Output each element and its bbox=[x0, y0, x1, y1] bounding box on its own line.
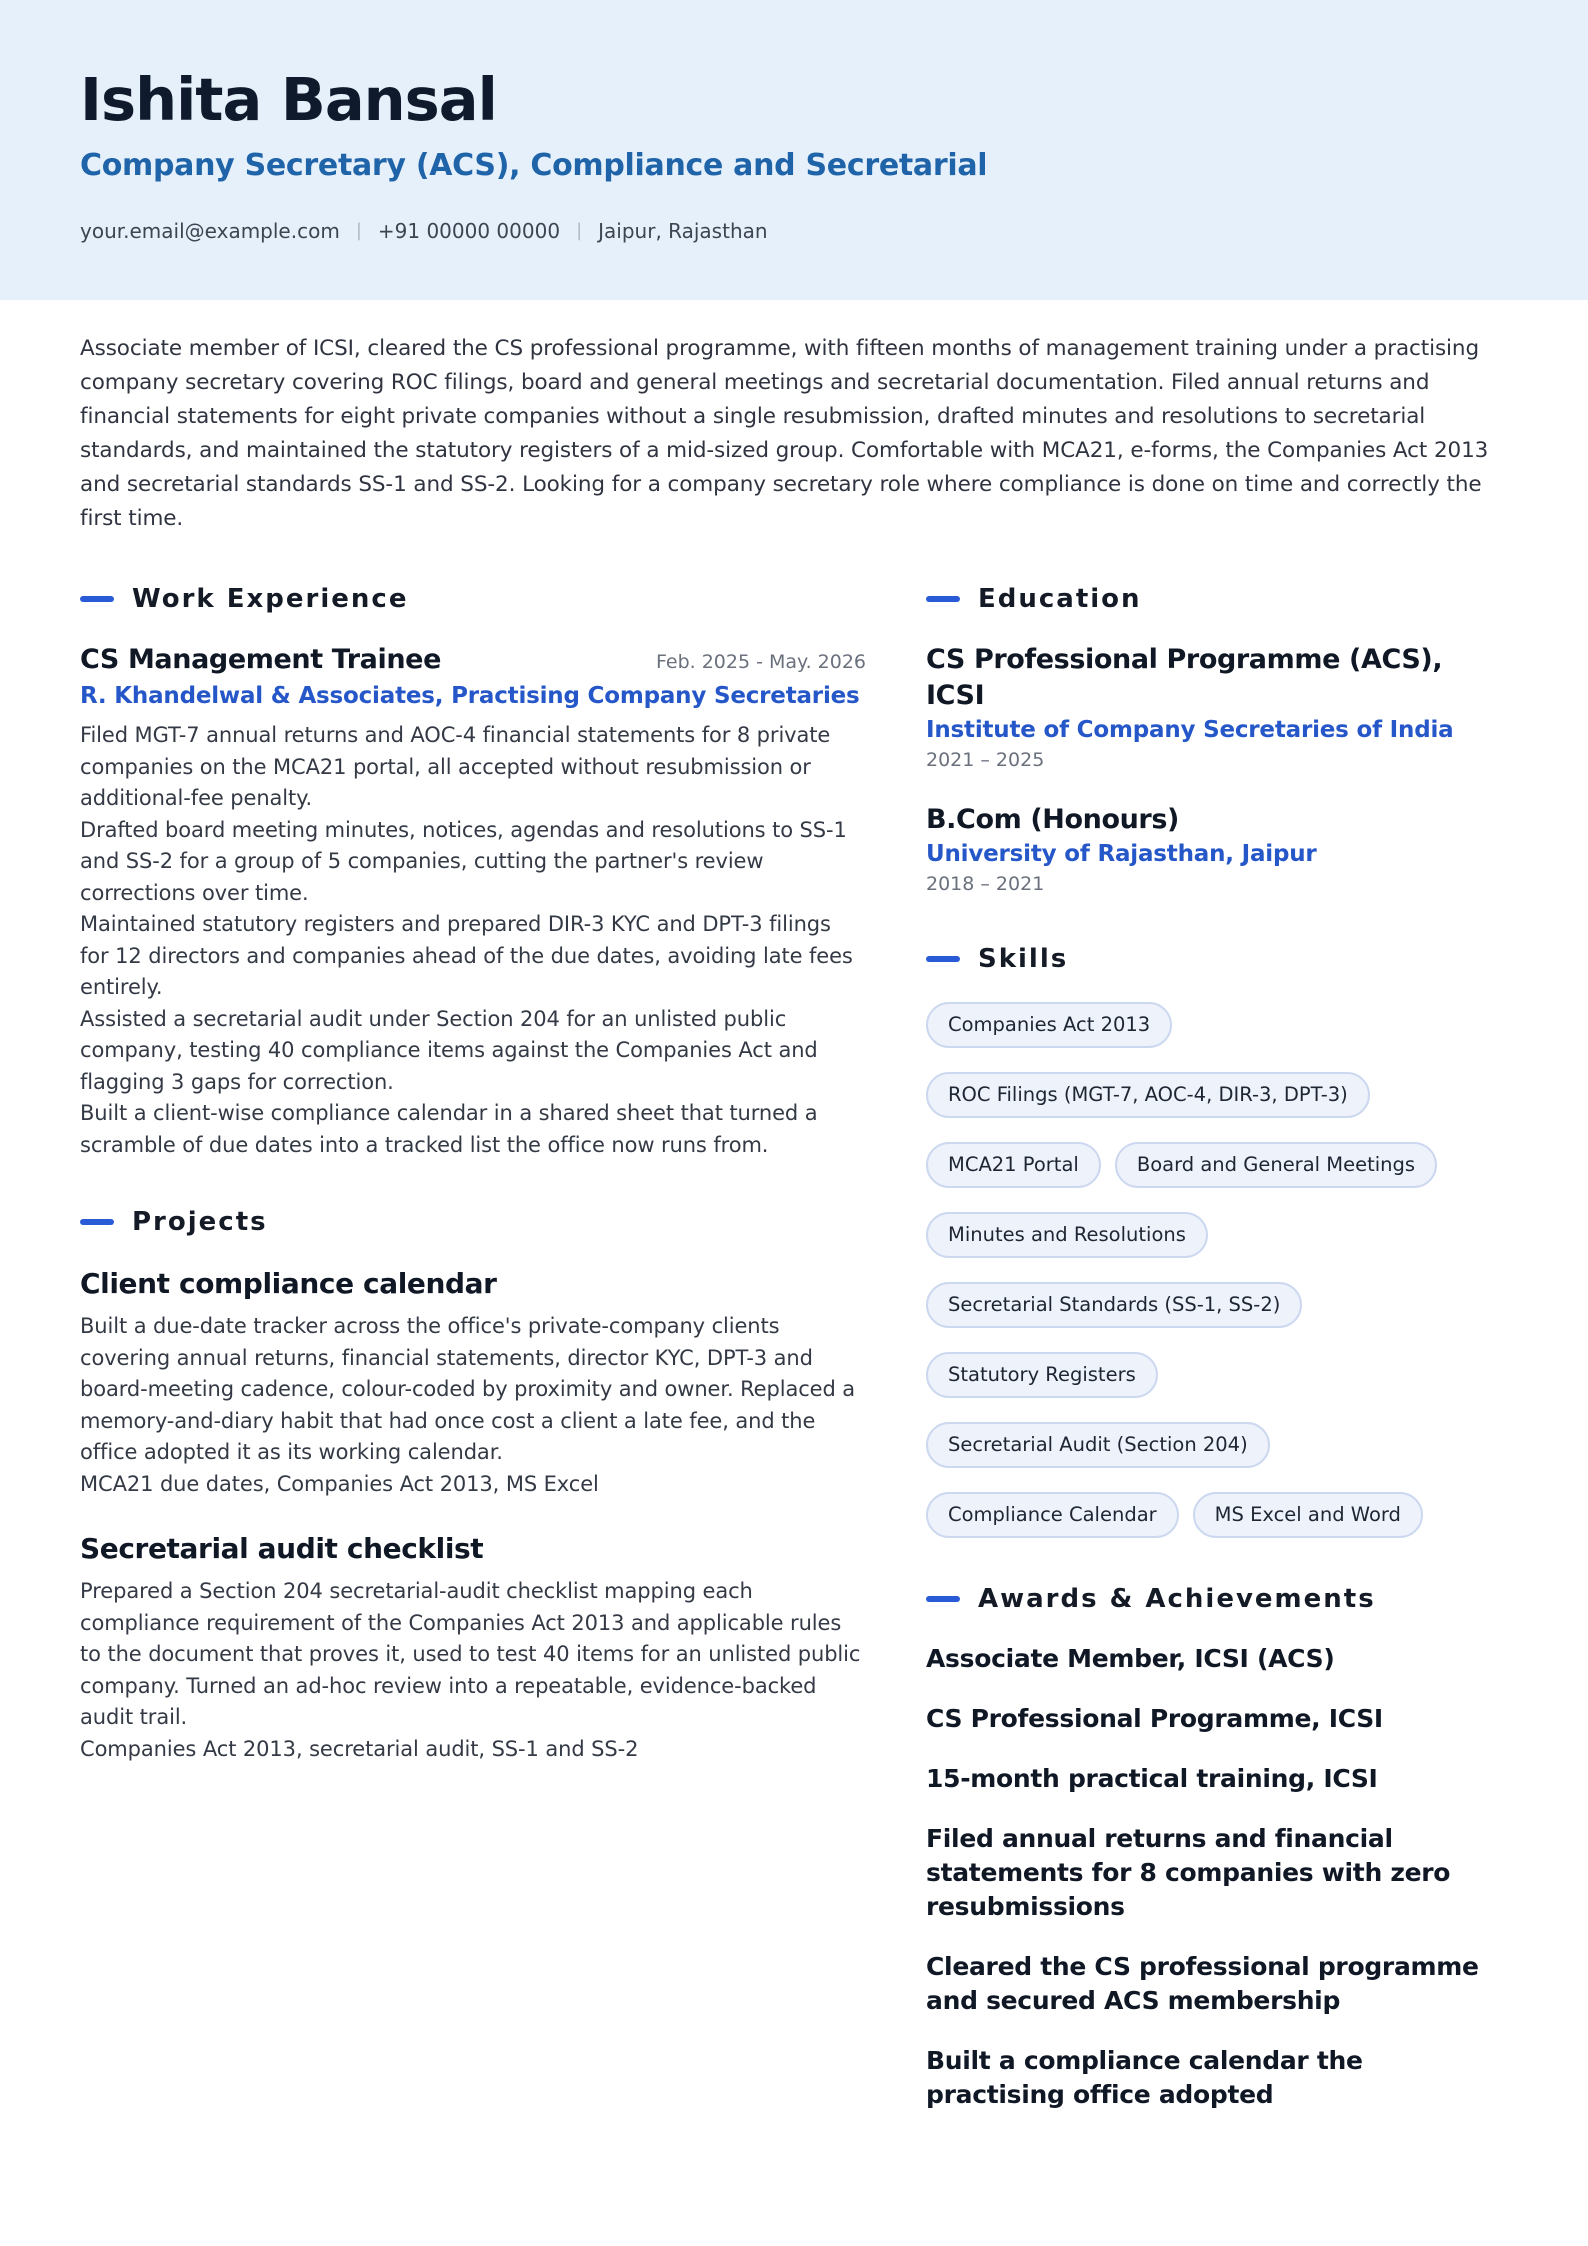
education-years: 2018 – 2021 bbox=[926, 873, 1045, 895]
section-accent-bar bbox=[80, 1219, 114, 1225]
skill-chip: Minutes and Resolutions bbox=[926, 1212, 1208, 1258]
job-bullet: Built a client-wise compliance calendar in a shared sheet that turned a scramble of due dates into a tracked list the office now runs from. bbox=[80, 1101, 818, 1157]
resume-columns bbox=[0, 582, 1588, 2138]
section-accent-bar bbox=[926, 956, 960, 962]
contact-separator: | bbox=[576, 220, 583, 241]
skill-chip: ROC Filings (MGT-7, AOC-4, DIR-3, DPT-3) bbox=[926, 1072, 1370, 1118]
contact-email[interactable]: your.email@example.com bbox=[80, 219, 340, 243]
section-accent-bar bbox=[926, 1596, 960, 1602]
left-column bbox=[80, 582, 866, 2138]
project-tags: MCA21 due dates, Companies Act 2013, MS Excel bbox=[80, 1471, 599, 1496]
award-item: Cleared the CS professional programme and secured ACS membership bbox=[926, 1952, 1479, 2015]
job-bullet: Filed MGT-7 annual returns and AOC-4 financial statements for 8 private companies on the MCA21 portal, all accepted without resubmission or additional-fee penalty. bbox=[80, 723, 831, 810]
education-degree: CS Professional Programme (ACS), ICSI bbox=[926, 644, 1443, 711]
contact-location: Jaipur, Rajasthan bbox=[598, 219, 768, 243]
skill-chip: Compliance Calendar bbox=[926, 1492, 1179, 1538]
awards-section bbox=[926, 1582, 1508, 2112]
project-description: Built a due-date tracker across the office's private-company clients covering annual returns, financial statements, director KYC, DPT-3 and board-meeting cadence, colour-coded by proximity and owner. Replaced a memory-and-diary habit that had once cost a client a late fee, and the office adopted it as its working calendar. bbox=[80, 1314, 856, 1464]
skill-chip: MS Excel and Word bbox=[1193, 1492, 1423, 1538]
award-item: Associate Member, ICSI (ACS) bbox=[926, 1644, 1335, 1673]
skills-section bbox=[926, 942, 1508, 1538]
project-title: Client compliance calendar bbox=[80, 1267, 497, 1300]
education-item bbox=[926, 802, 1508, 898]
education-section bbox=[926, 582, 1508, 898]
contact-separator: | bbox=[355, 220, 362, 241]
section-accent-bar bbox=[926, 596, 960, 602]
skill-chip: Statutory Registers bbox=[926, 1352, 1158, 1398]
job-title: CS Management Trainee bbox=[80, 644, 441, 675]
job-bullet: Assisted a secretarial audit under Section 204 for an unlisted public company, testing 40 compliance items against the Companies Act and flagging 3 gaps for correction. bbox=[80, 1006, 818, 1094]
education-school: Institute of Company Secretaries of India bbox=[926, 717, 1454, 743]
project-title: Secretarial audit checklist bbox=[80, 1532, 484, 1565]
job-organization: R. Khandelwal & Associates, Practising Company Secretaries bbox=[80, 683, 860, 709]
contact-line bbox=[80, 216, 1508, 246]
projects-section bbox=[80, 1205, 866, 1765]
education-item bbox=[926, 642, 1508, 774]
skill-chip: Board and General Meetings bbox=[1115, 1142, 1437, 1188]
section-heading bbox=[926, 942, 1508, 976]
section-heading bbox=[80, 1205, 866, 1239]
skill-chip: Secretarial Audit (Section 204) bbox=[926, 1422, 1270, 1468]
job-bullet: Maintained statutory registers and prepared DIR-3 KYC and DPT-3 filings for 12 directors and companies ahead of the due dates, avoiding late fees entirely. bbox=[80, 912, 853, 999]
award-item: 15-month practical training, ICSI bbox=[926, 1764, 1378, 1793]
section-heading-label: Awards & Achievements bbox=[978, 1584, 1376, 1614]
section-heading-label: Projects bbox=[132, 1207, 268, 1237]
skill-chip: MCA21 Portal bbox=[926, 1142, 1101, 1188]
candidate-role: Company Secretary (ACS), Compliance and Secretarial bbox=[80, 148, 988, 183]
awards-list bbox=[926, 1642, 1508, 2112]
section-heading-label: Education bbox=[978, 584, 1142, 614]
profile-summary: Associate member of ICSI, cleared the CS professional programme, with fifteen months of management training under a practising company secretary covering ROC filings, board and general meetings and secretarial documentation. Filed annual returns and financial statements for eight private companies without a single resubmission, drafted minutes and resolutions to secretarial standards, and maintained the statutory registers of a mid-sized group. Comfortable with MCA21, e-forms, the Companies Act 2013 and secretarial standards SS-1 and SS-2. Looking for a company secretary role where compliance is done on time and correctly the first time. bbox=[80, 336, 1489, 531]
award-item: Filed annual returns and financial statements for 8 companies with zero resubmissions bbox=[926, 1824, 1451, 1921]
award-item: CS Professional Programme, ICSI bbox=[926, 1704, 1383, 1733]
candidate-name: Ishita Bansal bbox=[80, 65, 497, 134]
right-column bbox=[926, 582, 1508, 2138]
project-tags: Companies Act 2013, secretarial audit, SS-1 and SS-2 bbox=[80, 1736, 639, 1761]
job-bullets bbox=[80, 720, 866, 1161]
skills-list bbox=[926, 1002, 1508, 1538]
job-header bbox=[80, 642, 866, 678]
education-school: University of Rajasthan, Jaipur bbox=[926, 841, 1317, 867]
work-experience-section bbox=[80, 582, 866, 1161]
project-description: Prepared a Section 204 secretarial-audit checklist mapping each compliance requirement of the Companies Act 2013 and applicable rules to the document that proves it, used to test 40 items for an unlisted public company. Turned an ad-hoc review into a repeatable, evidence-backed audit trail. bbox=[80, 1579, 861, 1729]
resume-header bbox=[0, 0, 1588, 300]
education-degree: B.Com (Honours) bbox=[926, 804, 1179, 835]
skill-chip: Secretarial Standards (SS-1, SS-2) bbox=[926, 1282, 1302, 1328]
section-heading-label: Skills bbox=[978, 944, 1069, 974]
section-accent-bar bbox=[80, 596, 114, 602]
job-dates: Feb. 2025 - May. 2026 bbox=[655, 651, 866, 673]
job-bullet: Drafted board meeting minutes, notices, agendas and resolutions to SS-1 and SS-2 for a group of 5 companies, cutting the partner's review corrections over time. bbox=[80, 817, 847, 905]
section-heading bbox=[80, 582, 866, 616]
section-heading-label: Work Experience bbox=[132, 584, 409, 614]
section-heading bbox=[926, 582, 1508, 616]
education-years: 2021 – 2025 bbox=[926, 749, 1045, 771]
skill-chip: Companies Act 2013 bbox=[926, 1002, 1172, 1048]
contact-phone[interactable]: +91 00000 00000 bbox=[377, 219, 561, 243]
award-item: Built a compliance calendar the practising office adopted bbox=[926, 2046, 1363, 2109]
section-heading bbox=[926, 1582, 1508, 1616]
